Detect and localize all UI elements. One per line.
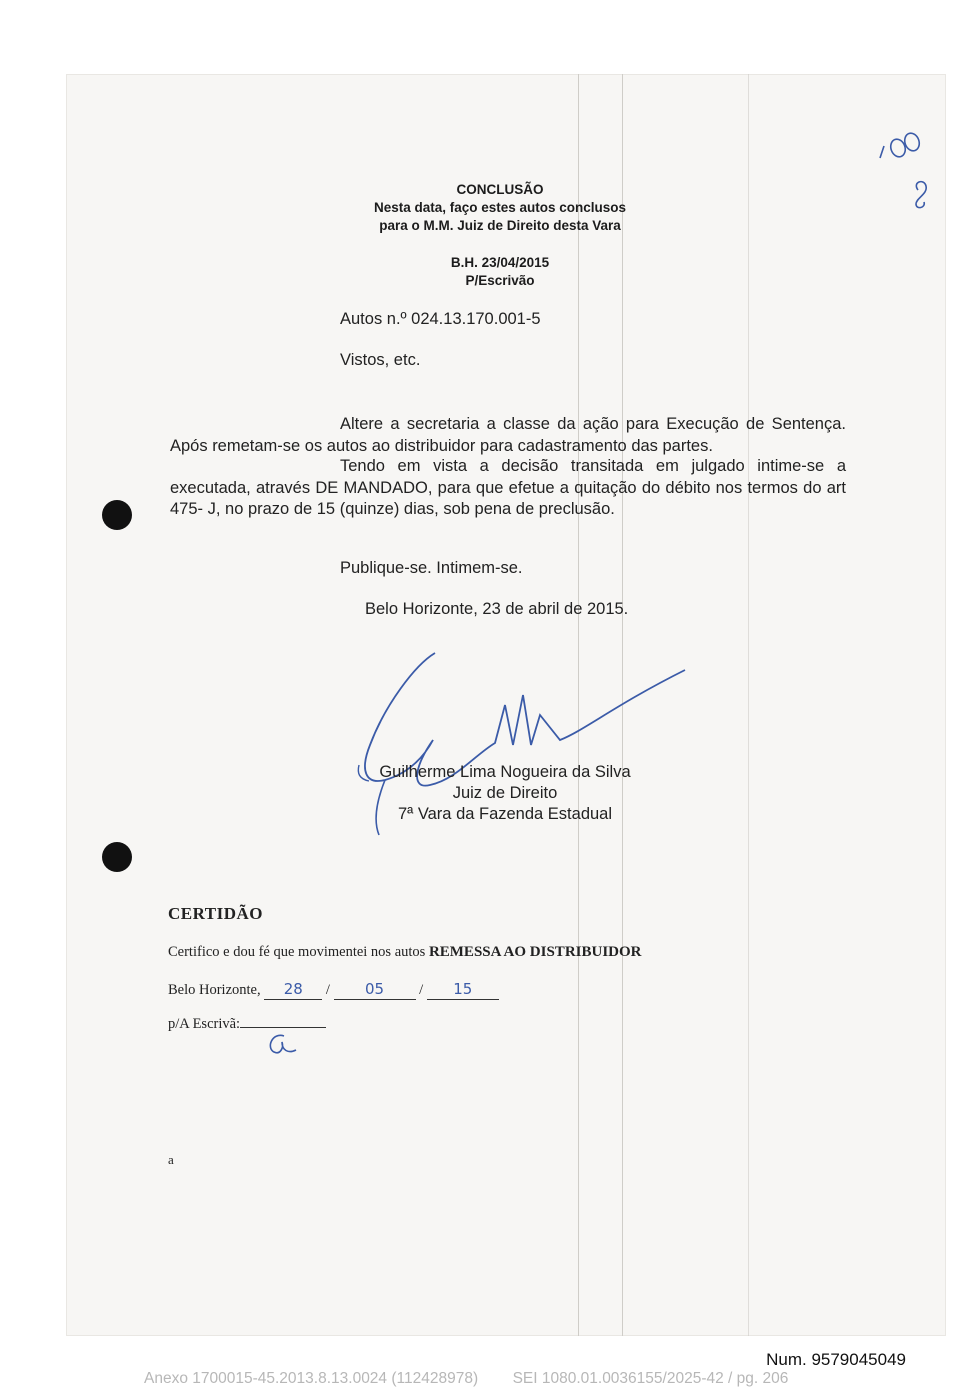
signer-role: Juiz de Direito — [452, 784, 558, 802]
certidao-remessa: REMESSA AO DISTRIBUIDOR — [428, 944, 642, 960]
certidao-clerk-line — [168, 1016, 326, 1033]
header-line-1: Nesta data, faço estes autos conclusos — [373, 200, 627, 215]
certidao-day-field — [264, 980, 322, 1000]
header-line-2: para o M.M. Juiz de Direito desta Vara — [379, 218, 621, 233]
certidao-text-prefix: Certifico e dou fé que movimentei nos autos — [168, 944, 429, 960]
header-clerk: P/Escrivão — [465, 273, 535, 288]
punch-hole-bottom — [102, 842, 132, 872]
publique-text: Publique-se. Intimem-se. — [340, 559, 523, 577]
certidao-month-field — [334, 980, 416, 1000]
annex-reference: Anexo 1700015-45.2013.8.13.0024 (112428978) SEI 1080.01.0036155/2025-42 / pg. 206 — [144, 1370, 789, 1387]
clerk-initial-signature — [262, 1030, 302, 1060]
document-number: Num. 9579045049 — [766, 1350, 906, 1369]
certidao-text — [168, 944, 642, 961]
header-date-block — [300, 254, 700, 290]
paragraph-2: Tendo em vista a decisão transitada em julgado intime-se a executada, através DE MANDADO, para que efetue a quitação do débito nos termos do art 475- J, no prazo de 15 (quinze) dias, sob pena de preclusão. — [170, 457, 846, 518]
paragraph-1: Altere a secretaria a classe da ação para Execução de Sentença. Após remetam-se os autos ao distribuidor para cadastramento das partes. — [170, 415, 846, 455]
certidao-clerk-signature-line — [240, 1027, 326, 1028]
certidao-footnote: a — [168, 1152, 174, 1167]
certidao-city: Belo Horizonte, — [168, 982, 261, 998]
conclusao-header — [300, 181, 700, 235]
certidao-sep-2: / — [419, 982, 424, 998]
certidao-day: 28 — [283, 980, 303, 998]
certidao-sep-1: / — [325, 982, 330, 998]
certidao-month: 05 — [364, 980, 385, 998]
certidao-year-field — [427, 980, 499, 1000]
certidao-date-line — [168, 980, 499, 1000]
punch-hole-top — [102, 500, 132, 530]
header-date: B.H. 23/04/2015 — [450, 255, 550, 270]
case-number: Autos n.º 024.13.170.001-5 — [340, 310, 541, 328]
place-date: Belo Horizonte, 23 de abril de 2015. — [365, 600, 629, 618]
signer-court: 7ª Vara da Fazenda Estadual — [397, 805, 613, 823]
certidao-year: 15 — [453, 980, 473, 998]
certidao-clerk-label: p/A Escrivã: — [168, 1016, 241, 1032]
vistos-text: Vistos, etc. — [340, 351, 421, 369]
scan-fold-line — [748, 74, 749, 1336]
header-title: CONCLUSÃO — [456, 182, 544, 197]
handwritten-page-number — [872, 128, 942, 218]
signer-block — [340, 762, 670, 825]
certidao-title: CERTIDÃO — [168, 904, 264, 923]
signer-name: Guilherme Lima Nogueira da Silva — [379, 763, 631, 781]
